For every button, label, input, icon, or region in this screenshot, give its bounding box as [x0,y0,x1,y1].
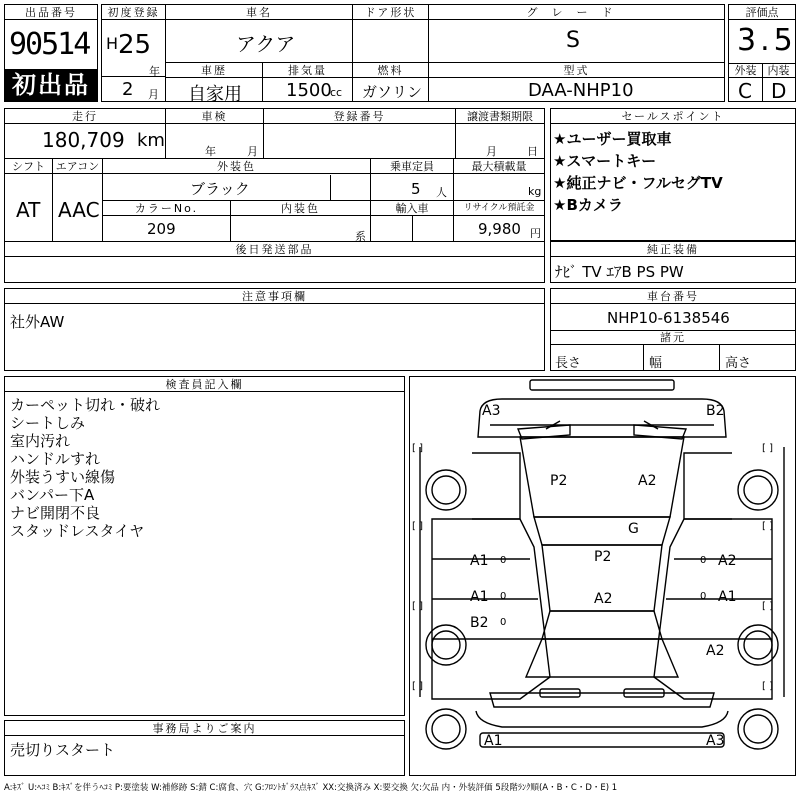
displacement-label: 排気量 [263,63,352,78]
aircon-label: エアコン [53,159,102,174]
inspector-line: カーペット切れ・破れ [10,396,161,414]
height-label: 高さ [725,356,752,371]
zero-mark: 0 [700,591,707,602]
mark-front-left: A3 [482,403,501,419]
ext-color: ブラック [190,180,250,198]
mileage: 180,709 [42,128,125,152]
sales-point-item: ★純正ナビ・フルセグTV [553,174,723,192]
lot-number: 90514 [9,27,90,62]
inspector-line: ハンドルすれ [10,450,101,468]
sales-points-list [553,128,723,216]
zero-mark: 0 [500,617,507,628]
inspector-notes [10,396,160,540]
displacement: 1500 [286,80,332,101]
inspection-month-unit: 月 [247,145,258,158]
score: 3.5 [737,23,797,58]
office-text: 売切りスタート [10,741,116,759]
inspector-line: シートしみ [10,414,86,432]
fuel-label: 燃料 [353,63,428,78]
notes-text: 社外AW [10,313,65,331]
bracket-mark: [ ] [762,521,773,532]
car-name: アクア [236,32,296,56]
recycle-label: リサイクル預託金 [454,201,544,216]
car-name-label: 車名 [166,5,352,20]
score-box [728,4,796,102]
transfer-day-unit: 日 [527,145,538,158]
office-box [4,720,405,776]
dims-label: 諸元 [551,330,795,345]
sales-points-box [550,108,796,241]
color-no-label: カラーNo. [103,201,230,216]
door-label: ドア形状 [353,5,428,20]
grade-label: グレード [429,5,724,20]
reg-no-label: 登録番号 [264,109,455,124]
mark-rl-door2: B2 [470,615,489,631]
inspector-label: 検査員記入欄 [5,377,404,392]
chassis-label: 車台番号 [551,289,795,304]
mark-roof: P2 [594,549,612,565]
ext-grade: C [738,79,752,103]
mileage-unit: km [137,130,165,151]
history-label: 車歴 [166,63,262,78]
int-color-unit: 系 [355,230,366,243]
mileage-label: 走行 [5,109,165,124]
color-no: 209 [147,220,176,238]
chassis-number: NHP10-6138546 [607,309,730,327]
first-listing-badge: 初出品 [5,69,97,101]
reg-year: 25 [118,30,152,60]
chassis-box [550,288,796,371]
zero-mark: 0 [500,555,507,566]
equipment-value: ﾅﾋﾞ TV ｴｱB PS PW [555,263,684,281]
displacement-unit: cc [330,86,343,99]
year-unit: 年 [149,65,160,78]
load-unit: kg [528,185,542,198]
shift: AT [16,198,41,222]
load-label: 最大積載量 [454,159,544,174]
bracket-mark: [ ] [412,521,423,532]
damage-diagram-box [409,376,796,776]
mark-fl-door: A1 [470,553,489,569]
mark-front-right: B2 [706,403,725,419]
capacity-unit: 人 [436,186,447,199]
sales-point-item: ★Bカメラ [553,196,623,214]
mark-hood-right: A2 [638,473,657,489]
score-label: 評価点 [729,5,795,20]
inspector-line: 外装うすい線傷 [10,468,116,486]
sales-point-item: ★スマートキー [553,152,657,170]
notes-label: 注意事項欄 [5,289,544,304]
model-label: 型式 [429,63,724,78]
later-parts-label: 後日発送部品 [5,242,544,257]
inspector-box [4,376,405,716]
mark-rear-left: A1 [484,733,503,749]
era-prefix: H [106,34,119,53]
inspector-line: バンパー下A [10,486,95,504]
ext-label: 外装 [729,63,762,78]
bracket-mark: [ ] [762,443,773,454]
mark-rear-right: A3 [706,733,725,749]
notes-box [4,288,545,371]
width-label: 幅 [649,356,663,371]
mark-fr-door: A2 [718,553,737,569]
bracket-mark: [ ] [762,681,773,692]
bracket-mark: [ ] [762,601,773,612]
car-diagram [410,377,795,775]
mark-rr-quarter: A2 [706,643,725,659]
lot-box [4,4,98,102]
capacity: 5 [411,180,421,198]
sales-point-item: ★ユーザー買取車 [553,130,672,148]
sales-points-label: セールスポイント [551,109,795,124]
bracket-mark: [ ] [412,601,423,612]
length-label: 長さ [555,356,582,371]
inspector-line: スタッドレスタイヤ [10,522,145,540]
month-unit: 月 [148,88,159,101]
aircon: AAC [58,198,100,222]
mark-roof-rear: A2 [594,591,613,607]
shift-label: シフト [5,159,52,174]
first-reg-label: 初度登録 [102,5,165,20]
transfer-month-unit: 月 [486,145,497,158]
mark-rl-door: A1 [470,589,489,605]
int-label: 内装 [762,63,795,78]
inspector-line: 室内汚れ [10,432,71,450]
bracket-mark: [ ] [412,443,423,454]
equipment-box [550,241,796,283]
mark-hood-left: P2 [550,473,568,489]
inspection-year-unit: 年 [205,145,216,158]
recycle: 9,980 [478,220,521,238]
fuel: ガソリン [362,83,423,101]
int-color-label: 内装色 [231,201,370,216]
reg-month: 2 [122,79,134,100]
zero-mark: 0 [500,591,507,602]
bracket-mark: [ ] [412,681,423,692]
model: DAA-NHP10 [528,80,634,101]
zero-mark: 0 [700,555,707,566]
grade: S [566,28,580,53]
mark-windshield: G [628,521,639,537]
recycle-unit: 円 [530,227,541,240]
ext-color-label: 外装色 [103,159,370,174]
capacity-label: 乗車定員 [371,159,453,174]
import-label: 輸入車 [371,201,453,216]
office-label: 事務局よりご案内 [5,721,404,736]
transfer-label: 譲渡書類期限 [456,109,544,124]
mark-rr-door: A1 [718,589,737,605]
legend: A:ｷｽﾞ U:ﾍｺﾐ B:ｷｽﾞを伴うﾍｺﾐ P:要塗装 W:補修跡 S:錆 C:腐食、穴 G:ﾌﾛﾝﾄｶﾞﾗｽ点ｷｽﾞ XX:交換済み X:要交換 欠:欠品 内・外装評価 5段階ﾗﾝｸ順(A・B・C・D・E) 1 [4,783,618,793]
history: 自家用 [188,84,242,105]
lot-label: 出品番号 [5,5,97,20]
int-grade: D [771,79,787,103]
equipment-label: 純正装備 [551,242,795,257]
inspector-line: ナビ開閉不良 [10,504,101,522]
inspection-label: 車検 [166,109,263,124]
